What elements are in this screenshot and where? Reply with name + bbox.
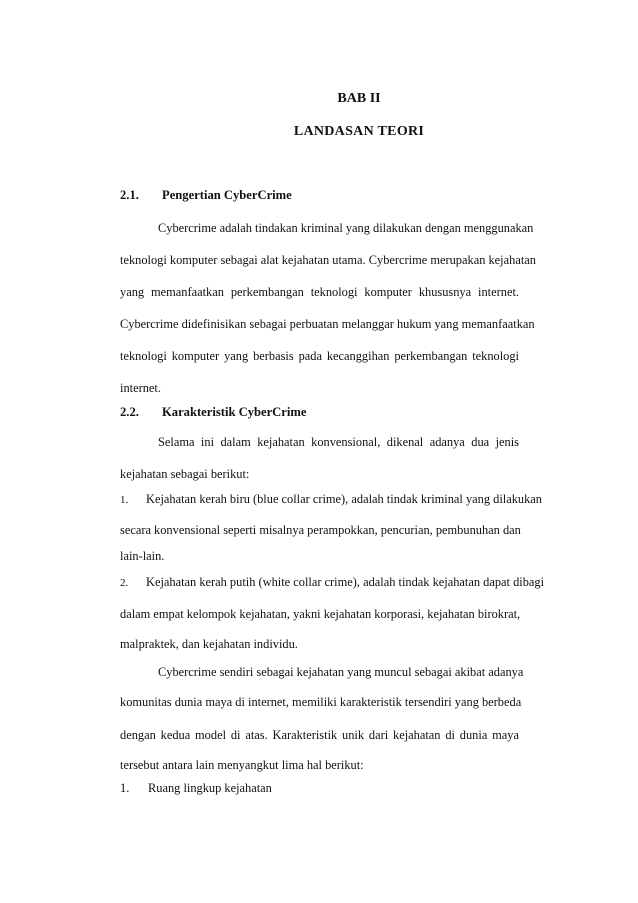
list-number: 1. [120, 781, 130, 795]
section-number: 2.2. [120, 405, 139, 419]
section-heading-2-2 [120, 404, 519, 420]
paragraph-line: tersebut antara lain menyangkut lima hal berikut: [120, 758, 364, 772]
list-item-text: Kejahatan kerah putih (white collar crime), adalah tindak kejahatan dapat dibagi [146, 575, 545, 589]
paragraph-line: malpraktek, dan kejahatan individu. [120, 637, 298, 651]
section-number: 2.1. [120, 188, 139, 202]
list-number: 2. [120, 577, 129, 589]
paragraph-line: Cybercrime sendiri sebagai kejahatan yang muncul sebagai akibat adanya [158, 665, 524, 679]
list-item-text: Kejahatan kerah biru (blue collar crime), adalah tindak kriminal yang dilakukan [146, 492, 542, 506]
paragraph-line: lain-lain. [120, 549, 165, 563]
paragraph-line: yang memanfaatkan perkembangan teknologi komputer khususnya internet. [120, 285, 519, 299]
paragraph-line: Cybercrime didefinisikan sebagai perbuatan melanggar hukum yang memanfaatkan [120, 317, 535, 331]
paragraph-line: Cybercrime adalah tindakan kriminal yang dilakukan dengan menggunakan [158, 221, 534, 235]
paragraph-line: teknologi komputer yang berbasis pada kecanggihan perkembangan teknologi [120, 349, 519, 363]
sub-list-item-1 [120, 780, 519, 796]
list-item-2 [120, 574, 545, 591]
paragraph-line: teknologi komputer sebagai alat kejahatan utama. Cybercrime merupakan kejahatan [120, 253, 536, 267]
section-heading-text: Karakteristik CyberCrime [162, 405, 307, 419]
paragraph-line: dengan kedua model di atas. Karakteristik unik dari kejahatan di dunia maya [120, 728, 519, 742]
paragraph-line: komunitas dunia maya di internet, memiliki karakteristik tersendiri yang berbeda [120, 695, 522, 709]
section-heading-2-1 [120, 187, 519, 203]
paragraph-line: internet. [120, 381, 161, 395]
paragraph-line: Selama ini dalam kejahatan konvensional, dikenal adanya dua jenis [158, 435, 519, 449]
section-heading-text: Pengertian CyberCrime [162, 188, 292, 202]
paragraph-line: dalam empat kelompok kejahatan, yakni kejahatan korporasi, kejahatan birokrat, [120, 607, 521, 621]
list-number: 1. [120, 494, 129, 506]
list-item-1 [120, 491, 542, 508]
list-item-text: Ruang lingkup kejahatan [148, 781, 272, 795]
paragraph-line: kejahatan sebagai berikut: [120, 467, 250, 481]
paragraph-line: secara konvensional seperti misalnya perampokkan, pencurian, pembunuhan dan [120, 523, 521, 537]
chapter-label: BAB II [337, 91, 381, 106]
chapter-title: LANDASAN TEORI [293, 124, 425, 139]
